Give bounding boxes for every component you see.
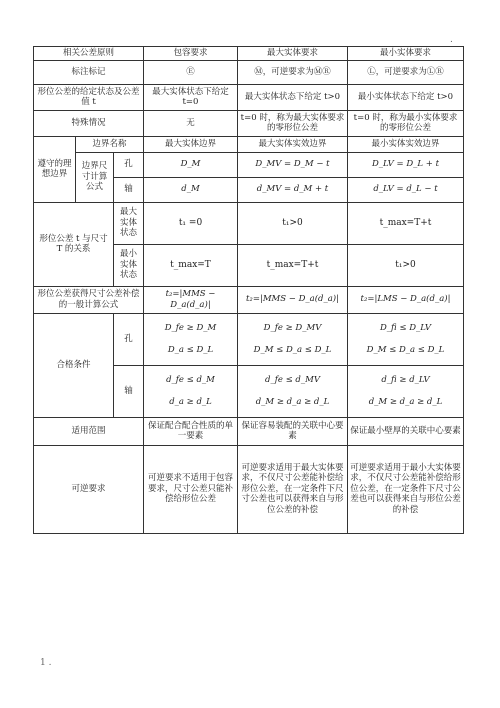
qualify-shaft-c4-b: d_M ≥ d_a ≥ d_L (368, 396, 443, 407)
qualify-hole-c4-b: D_M ≤ D_a ≤ D_L (366, 344, 445, 355)
given-c3: 最大实体状态下给定 t>0 (238, 84, 348, 110)
qualify-hole-c4-a: D_fi ≤ D_LV (379, 322, 432, 333)
row-relation-max (34, 202, 464, 244)
qualify-hole-c4 (348, 313, 464, 365)
boundary-hole-c2: D_M (144, 152, 238, 177)
row-mark (34, 60, 464, 84)
row-boundary-hole (34, 152, 464, 177)
compensation-label: 形位公差获得尺寸公差补偿的一般计算公式 (34, 286, 144, 313)
qualify-hole-c3-a: D_fe ≥ D_MV (263, 322, 322, 333)
relation-max-label: 最大实体状态 (114, 202, 144, 244)
compensation-c2: t₂=|MMS − D_a(d_a)| (144, 286, 238, 313)
qualify-shaft-c3 (238, 365, 348, 417)
row-compensation (34, 286, 464, 313)
boundary-shaft-c2: d_M (144, 177, 238, 202)
qualify-shaft-c2-a: d_fe ≤ d_M (166, 374, 215, 385)
qualify-shaft-c2 (144, 365, 238, 417)
scope-label: 适用范围 (34, 417, 144, 445)
row-special (34, 110, 464, 136)
boundary-c2: 最大实体边界 (144, 136, 238, 152)
qualify-shaft-c2-b: d_a ≥ d_L (169, 396, 212, 407)
qualify-hole-c3 (238, 313, 348, 365)
boundary-name-label: 边界名称 (76, 136, 144, 152)
qualify-shaft-label: 轴 (114, 365, 144, 417)
boundary-c4: 最小实体实效边界 (348, 136, 464, 152)
reversible-c2: 可逆要求不适用于包容要求，尺寸公差只能补偿给形位公差 (144, 445, 238, 533)
compensation-c3: t₂=|MMS − D_a(d_a)| (238, 286, 348, 313)
boundary-label: 遵守的理想边界 (34, 136, 76, 202)
mark-c3: Ⓜ，可逆要求为ⓂⓇ (238, 60, 348, 84)
footer-mark: 1 . (40, 658, 52, 668)
boundary-shaft-c3: d_MV = d_M + t (238, 177, 348, 202)
relation-min-c2: t_max=T (144, 244, 238, 286)
qualify-hole-c2-a: D_fe ≥ D_M (164, 322, 217, 333)
qualify-shaft-c4 (348, 365, 464, 417)
relation-min-c4: t₁>0 (348, 244, 464, 286)
reversible-label: 可逆要求 (34, 445, 144, 533)
scope-c3: 保证容易装配的关联中心要素 (238, 417, 348, 445)
special-label: 特殊情况 (34, 110, 144, 136)
top-mark: . (450, 35, 453, 45)
given-c2: 最大实体状态下给定 t=0 (144, 84, 238, 110)
header-lmr: 最小实体要求 (348, 47, 464, 61)
mark-label: 标注标记 (34, 60, 144, 84)
mark-c4: Ⓛ，可逆要求为ⓁⓇ (348, 60, 464, 84)
header-row (34, 47, 464, 61)
reversible-c4: 可逆要求适用于最小大实体要求，不仅尺寸公差能补偿给形位公差，在一定条件下尺寸公差也可以获得来自与形位公差的补偿 (348, 445, 464, 533)
relation-min-c3: t_max=T+t (238, 244, 348, 286)
row-reversible (34, 445, 464, 533)
special-c4: t=0 时，称为最小实体要求的零形位公差 (348, 110, 464, 136)
qualify-hole-c3-b: D_M ≤ D_a ≤ D_L (253, 344, 332, 355)
relation-min-label: 最小实体状态 (114, 244, 144, 286)
row-qualify-hole (34, 313, 464, 365)
boundary-shaft-c4: d_LV = d_L − t (348, 177, 464, 202)
header-envelope: 包容要求 (144, 47, 238, 61)
relation-max-c2: t₁ =0 (144, 202, 238, 244)
qualify-shaft-c4-a: d_fi ≥ d_LV (381, 374, 430, 385)
boundary-c3: 最大实体实效边界 (238, 136, 348, 152)
special-c3: t=0 时，称为最大实体要求的零形位公差 (238, 110, 348, 136)
boundary-calc-label: 边界尺寸计算公式 (76, 152, 114, 202)
given-label: 形位公差的给定状态及公差值 t (34, 84, 144, 110)
row-scope (34, 417, 464, 445)
relation-max-c4: t_max=T+t (348, 202, 464, 244)
reversible-c3: 可逆要求适用于最大实体要求，不仅尺寸公差能补偿给形位公差，在一定条件下尺寸公差也可以获得来自与形位公差的补偿 (238, 445, 348, 533)
given-c4: 最小实体状态下给定 t>0 (348, 84, 464, 110)
header-principle: 相关公差原则 (34, 47, 144, 61)
scope-c4: 保证最小壁厚的关联中心要素 (348, 417, 464, 445)
row-boundary-name (34, 136, 464, 152)
qualify-hole-c2-b: D_a ≤ D_L (167, 344, 214, 355)
qualify-hole-label: 孔 (114, 313, 144, 365)
tolerance-principles-table (33, 46, 464, 534)
qualify-label: 合格条件 (34, 313, 114, 417)
boundary-hole-c3: D_MV = D_M − t (238, 152, 348, 177)
qualify-hole-c2 (144, 313, 238, 365)
row-given (34, 84, 464, 110)
relation-max-c3: t₁>0 (238, 202, 348, 244)
compensation-c4: t₂=|LMS − D_a(d_a)| (348, 286, 464, 313)
header-mmr: 最大实体要求 (238, 47, 348, 61)
mark-c2: Ⓔ (144, 60, 238, 84)
boundary-hole-c4: D_LV = D_L + t (348, 152, 464, 177)
special-c2: 无 (144, 110, 238, 136)
boundary-hole-label: 孔 (114, 152, 144, 177)
qualify-shaft-c3-a: d_fe ≤ d_MV (265, 374, 320, 385)
relation-label: 形位公差 t 与尺寸 T 的关系 (34, 202, 114, 286)
boundary-shaft-label: 轴 (114, 177, 144, 202)
scope-c2: 保证配合配合性质的单一要素 (144, 417, 238, 445)
qualify-shaft-c3-b: d_M ≥ d_a ≥ d_L (255, 396, 330, 407)
